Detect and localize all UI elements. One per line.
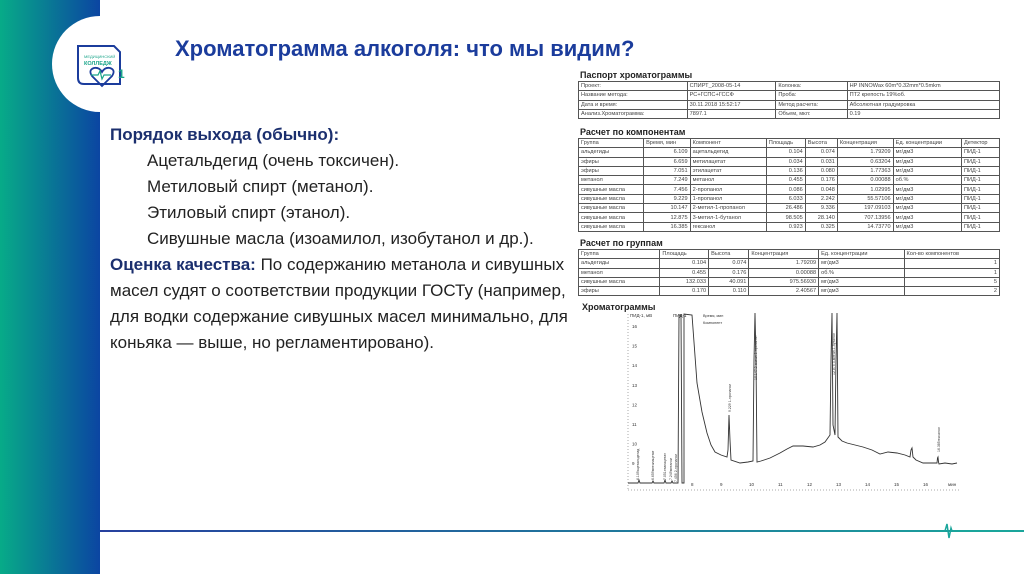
table-cell: 2 xyxy=(904,287,1000,296)
table-cell: СПИРТ_2008-05-14 xyxy=(687,82,776,91)
table-cell: ПИД-1 xyxy=(961,185,999,194)
table-row xyxy=(579,287,1000,296)
table-cell: 0.074 xyxy=(709,259,749,268)
table-row xyxy=(579,213,1000,222)
table-cell: Колонка: xyxy=(776,82,847,91)
table-row xyxy=(579,222,1000,231)
column-header: Высота xyxy=(709,250,749,259)
table-cell: сивушные масла xyxy=(579,185,644,194)
table-cell: 0.63204 xyxy=(837,157,893,166)
footer-divider-end xyxy=(960,530,1024,532)
table-cell: 0.104 xyxy=(660,259,709,268)
table-cell: 6.033 xyxy=(766,194,805,203)
pulse-icon xyxy=(940,522,960,540)
table-cell: 1.79209 xyxy=(837,148,893,157)
order-item: Метиловый спирт (метанол). xyxy=(147,177,374,196)
table-row xyxy=(579,204,1000,213)
x-tick-label: 8 xyxy=(691,482,694,487)
table-cell: 0.074 xyxy=(805,148,837,157)
passport-table xyxy=(578,81,1000,119)
components-title: Расчет по компонентам xyxy=(580,127,686,137)
table-cell: 1 xyxy=(904,268,1000,277)
legend-time: Время, мин xyxy=(703,314,724,318)
table-cell: ПИД-1 xyxy=(961,222,999,231)
peak-label: 12.875 3-метил-1-бутанол xyxy=(832,333,836,375)
x-axis-unit: мин xyxy=(948,482,957,487)
channel-label: ПИД-1 xyxy=(673,313,687,318)
peak-label: 10.147 2-метил-1-пропанол xyxy=(754,335,758,380)
table-row xyxy=(579,166,1000,175)
peak-label: 6.659метилацетат xyxy=(651,450,655,480)
table-cell: 9.229 xyxy=(644,194,691,203)
table-cell: 2.242 xyxy=(805,194,837,203)
table-cell: гексанол xyxy=(690,222,766,231)
table-cell: метилацетат xyxy=(690,157,766,166)
table-row xyxy=(579,91,1000,100)
column-header: Группа xyxy=(579,250,660,259)
table-cell: этилацетат xyxy=(690,166,766,175)
table-cell: сивушные масла xyxy=(579,222,644,231)
table-cell: 0.455 xyxy=(766,176,805,185)
table-cell: мг/дм3 xyxy=(893,222,961,231)
table-cell: 1 xyxy=(904,259,1000,268)
column-header: Высота xyxy=(805,139,837,148)
table-cell: 2-пропанол xyxy=(690,185,766,194)
y-tick-label: 11 xyxy=(632,422,637,427)
table-cell: 132.033 xyxy=(660,277,709,286)
column-header: Площадь xyxy=(660,250,709,259)
footer-divider xyxy=(100,530,1024,532)
table-cell: 0.034 xyxy=(766,157,805,166)
x-tick-label: 12 xyxy=(807,482,813,487)
table-cell: 12.875 xyxy=(644,213,691,222)
table-cell: ацетальдегид xyxy=(690,148,766,157)
y-axis-label: ПИД-1, мВ xyxy=(630,313,653,318)
peak-label: 6.109ацетальдегид xyxy=(636,448,640,480)
table-cell: ПИД-1 xyxy=(961,194,999,203)
x-tick-label: 16 xyxy=(923,482,929,487)
y-tick-label: 9 xyxy=(632,461,635,467)
table-row xyxy=(579,100,1000,109)
table-row xyxy=(579,82,1000,91)
table-cell: мг/дм3 xyxy=(819,287,904,296)
table-cell: ПИД-1 xyxy=(961,166,999,175)
table-cell: 0.19 xyxy=(847,109,999,118)
table-cell: 1.02995 xyxy=(837,185,893,194)
y-tick-label: 12 xyxy=(632,402,638,408)
chromatogram-title: Хроматограммы xyxy=(582,302,656,312)
table-cell: Проект: xyxy=(579,82,688,91)
table-cell: мг/дм3 xyxy=(893,157,961,166)
table-cell: ПИД-1 xyxy=(961,213,999,222)
table-cell: 2-метил-1-пропанол xyxy=(690,204,766,213)
table-cell: 0.00088 xyxy=(837,176,893,185)
table-cell: ПТ2 крепость 19%об. xyxy=(847,91,999,100)
table-cell: 6.109 xyxy=(644,148,691,157)
table-cell: 197.09103 xyxy=(837,204,893,213)
y-tick-label: 10 xyxy=(632,441,638,447)
table-cell: метанол xyxy=(690,176,766,185)
x-tick-label: 14 xyxy=(865,482,871,487)
chromatogram xyxy=(580,300,970,500)
table-cell: 1-пропанол xyxy=(690,194,766,203)
y-tick-label: 14 xyxy=(632,363,638,369)
table-cell: Абсолютная градуировка xyxy=(847,100,999,109)
order-item: Сивушные масла (изоамилол, изобутанол и др.). xyxy=(147,229,534,248)
quality-heading: Оценка качества: xyxy=(110,255,256,274)
table-cell: Дата и время: xyxy=(579,100,688,109)
y-tick-label: 13 xyxy=(632,382,638,388)
x-tick-label: 9 xyxy=(720,482,723,487)
table-cell: 707.13956 xyxy=(837,213,893,222)
components-table xyxy=(578,138,1000,232)
table-cell: сивушные масла xyxy=(579,204,644,213)
table-cell: 10.147 xyxy=(644,204,691,213)
table-cell: эфиры xyxy=(579,287,660,296)
table-cell: ПИД-1 xyxy=(961,148,999,157)
column-header: Ед. концентрации xyxy=(819,250,904,259)
table-cell: 0.923 xyxy=(766,222,805,231)
column-header: Ед. концентрации xyxy=(893,139,961,148)
table-cell: 98.505 xyxy=(766,213,805,222)
table-cell: 16.385 xyxy=(644,222,691,231)
college-logo xyxy=(76,44,128,90)
table-header-row xyxy=(579,139,1000,148)
table-cell: 26.486 xyxy=(766,204,805,213)
column-header: Концентрация xyxy=(837,139,893,148)
table-cell: 40.091 xyxy=(709,277,749,286)
y-tick-label: 15 xyxy=(632,343,638,349)
table-cell: ПИД-1 xyxy=(961,204,999,213)
column-header: Детектор xyxy=(961,139,999,148)
table-cell: 2.40567 xyxy=(749,287,819,296)
table-cell: 7.456 xyxy=(644,185,691,194)
table-cell: 0.176 xyxy=(805,176,837,185)
table-cell: Объем, мкл: xyxy=(776,109,847,118)
table-cell: 5 xyxy=(904,277,1000,286)
table-cell: сивушные масла xyxy=(579,277,660,286)
table-cell: 0.136 xyxy=(766,166,805,175)
table-cell: 28.140 xyxy=(805,213,837,222)
table-cell: сивушные масла xyxy=(579,213,644,222)
table-row xyxy=(579,259,1000,268)
table-cell: мг/дм3 xyxy=(893,213,961,222)
table-cell: 0.110 xyxy=(709,287,749,296)
table-row xyxy=(579,109,1000,118)
table-cell: РС+ГСПС+ГССФ xyxy=(687,91,776,100)
table-cell: 0.00088 xyxy=(749,268,819,277)
table-cell: об.% xyxy=(819,268,904,277)
y-tick-label: 16 xyxy=(632,324,638,329)
column-header: Площадь xyxy=(766,139,805,148)
table-cell: мг/дм3 xyxy=(819,259,904,268)
table-cell: 975.56930 xyxy=(749,277,819,286)
table-cell: сивушные масла xyxy=(579,194,644,203)
peak-label: 7.051этилацетат xyxy=(663,453,667,480)
table-cell: 0.086 xyxy=(766,185,805,194)
table-row xyxy=(579,185,1000,194)
x-tick-label: 15 xyxy=(894,482,900,487)
table-cell: 0.170 xyxy=(660,287,709,296)
table-row xyxy=(579,194,1000,203)
table-cell: 3-метил-1-бутанол xyxy=(690,213,766,222)
column-header: Концентрация xyxy=(749,250,819,259)
table-row xyxy=(579,268,1000,277)
table-cell: Метод расчета: xyxy=(776,100,847,109)
body-text xyxy=(110,122,570,356)
table-cell: эфиры xyxy=(579,157,644,166)
table-cell: 55.57106 xyxy=(837,194,893,203)
table-row xyxy=(579,277,1000,286)
groups-title: Расчет по группам xyxy=(580,238,663,248)
svg-text:МЕДИЦИНСКИЙ: МЕДИЦИНСКИЙ xyxy=(84,54,116,59)
table-cell: 7.249 xyxy=(644,176,691,185)
table-cell: метанол xyxy=(579,268,660,277)
legend-component: Компонент xyxy=(703,321,723,325)
peak-label: 16.385гексанол xyxy=(937,427,941,452)
page-title: Хроматограмма алкоголя: что мы видим? xyxy=(175,36,635,61)
order-item: Ацетальдегид (очень токсичен). xyxy=(147,151,400,170)
peak-label: 7.456 2-пропанол xyxy=(674,453,678,482)
column-header: Время, мин xyxy=(644,139,691,148)
table-cell: мг/дм3 xyxy=(893,166,961,175)
column-header: Компонент xyxy=(690,139,766,148)
table-cell: Название метода: xyxy=(579,91,688,100)
table-row xyxy=(579,176,1000,185)
peak-label: 9.229 1-пропанол xyxy=(728,383,732,412)
order-item: Этиловый спирт (этанол). xyxy=(147,203,351,222)
table-cell: 14.73770 xyxy=(837,222,893,231)
svg-text:КОЛЛЕДЖ: КОЛЛЕДЖ xyxy=(84,61,112,67)
column-header: Группа xyxy=(579,139,644,148)
table-cell: 0.080 xyxy=(805,166,837,175)
table-cell: 1.77363 xyxy=(837,166,893,175)
table-cell: мг/дм3 xyxy=(893,194,961,203)
order-heading: Порядок выхода (обычно): xyxy=(110,125,340,144)
table-cell: альдегиды xyxy=(579,259,660,268)
table-cell: 1.79209 xyxy=(749,259,819,268)
table-cell: 6.659 xyxy=(644,157,691,166)
table-row xyxy=(579,157,1000,166)
table-cell: мг/дм3 xyxy=(819,277,904,286)
table-cell: ПИД-1 xyxy=(961,176,999,185)
table-cell: мг/дм3 xyxy=(893,185,961,194)
table-cell: 0.104 xyxy=(766,148,805,157)
table-cell: Анализ.Хроматограмма: xyxy=(579,109,688,118)
table-cell: эфиры xyxy=(579,166,644,175)
table-cell: альдегиды xyxy=(579,148,644,157)
passport-title: Паспорт хроматограммы xyxy=(580,70,693,80)
groups-table xyxy=(578,249,1000,296)
column-header: Кол-во компонентов xyxy=(904,250,1000,259)
quality-text: По содержанию метанола и сивушных масел судят о соответствии продукции ГОСТу (например, для водки содержание сивушных масел минимально, для коньяка — выше, но регламентировано). xyxy=(110,255,568,352)
table-cell: мг/дм3 xyxy=(893,204,961,213)
table-cell: 0.031 xyxy=(805,157,837,166)
table-cell: об.% xyxy=(893,176,961,185)
quality-paragraph xyxy=(110,252,570,356)
table-cell: 0.048 xyxy=(805,185,837,194)
x-tick-label: 10 xyxy=(749,482,755,487)
table-cell: 0.176 xyxy=(709,268,749,277)
table-row xyxy=(579,148,1000,157)
svg-text:1: 1 xyxy=(118,67,125,81)
table-cell: мг/дм3 xyxy=(893,148,961,157)
table-cell: Проба: xyxy=(776,91,847,100)
x-tick-label: 13 xyxy=(836,482,842,487)
x-tick-label: 11 xyxy=(778,482,783,487)
table-cell: 9.336 xyxy=(805,204,837,213)
table-cell: 7.051 xyxy=(644,166,691,175)
table-cell: ПИД-1 xyxy=(961,157,999,166)
table-cell: 0.455 xyxy=(660,268,709,277)
table-header-row xyxy=(579,250,1000,259)
table-cell: 30.11.2018 15:52:17 xyxy=(687,100,776,109)
table-cell: 7897.1 xyxy=(687,109,776,118)
table-cell: 0.325 xyxy=(805,222,837,231)
table-cell: HP INNOWax 60m*0.32mm*0.5mkm xyxy=(847,82,999,91)
peak-label: 7.249метанол xyxy=(669,457,673,480)
table-cell: метанол xyxy=(579,176,644,185)
